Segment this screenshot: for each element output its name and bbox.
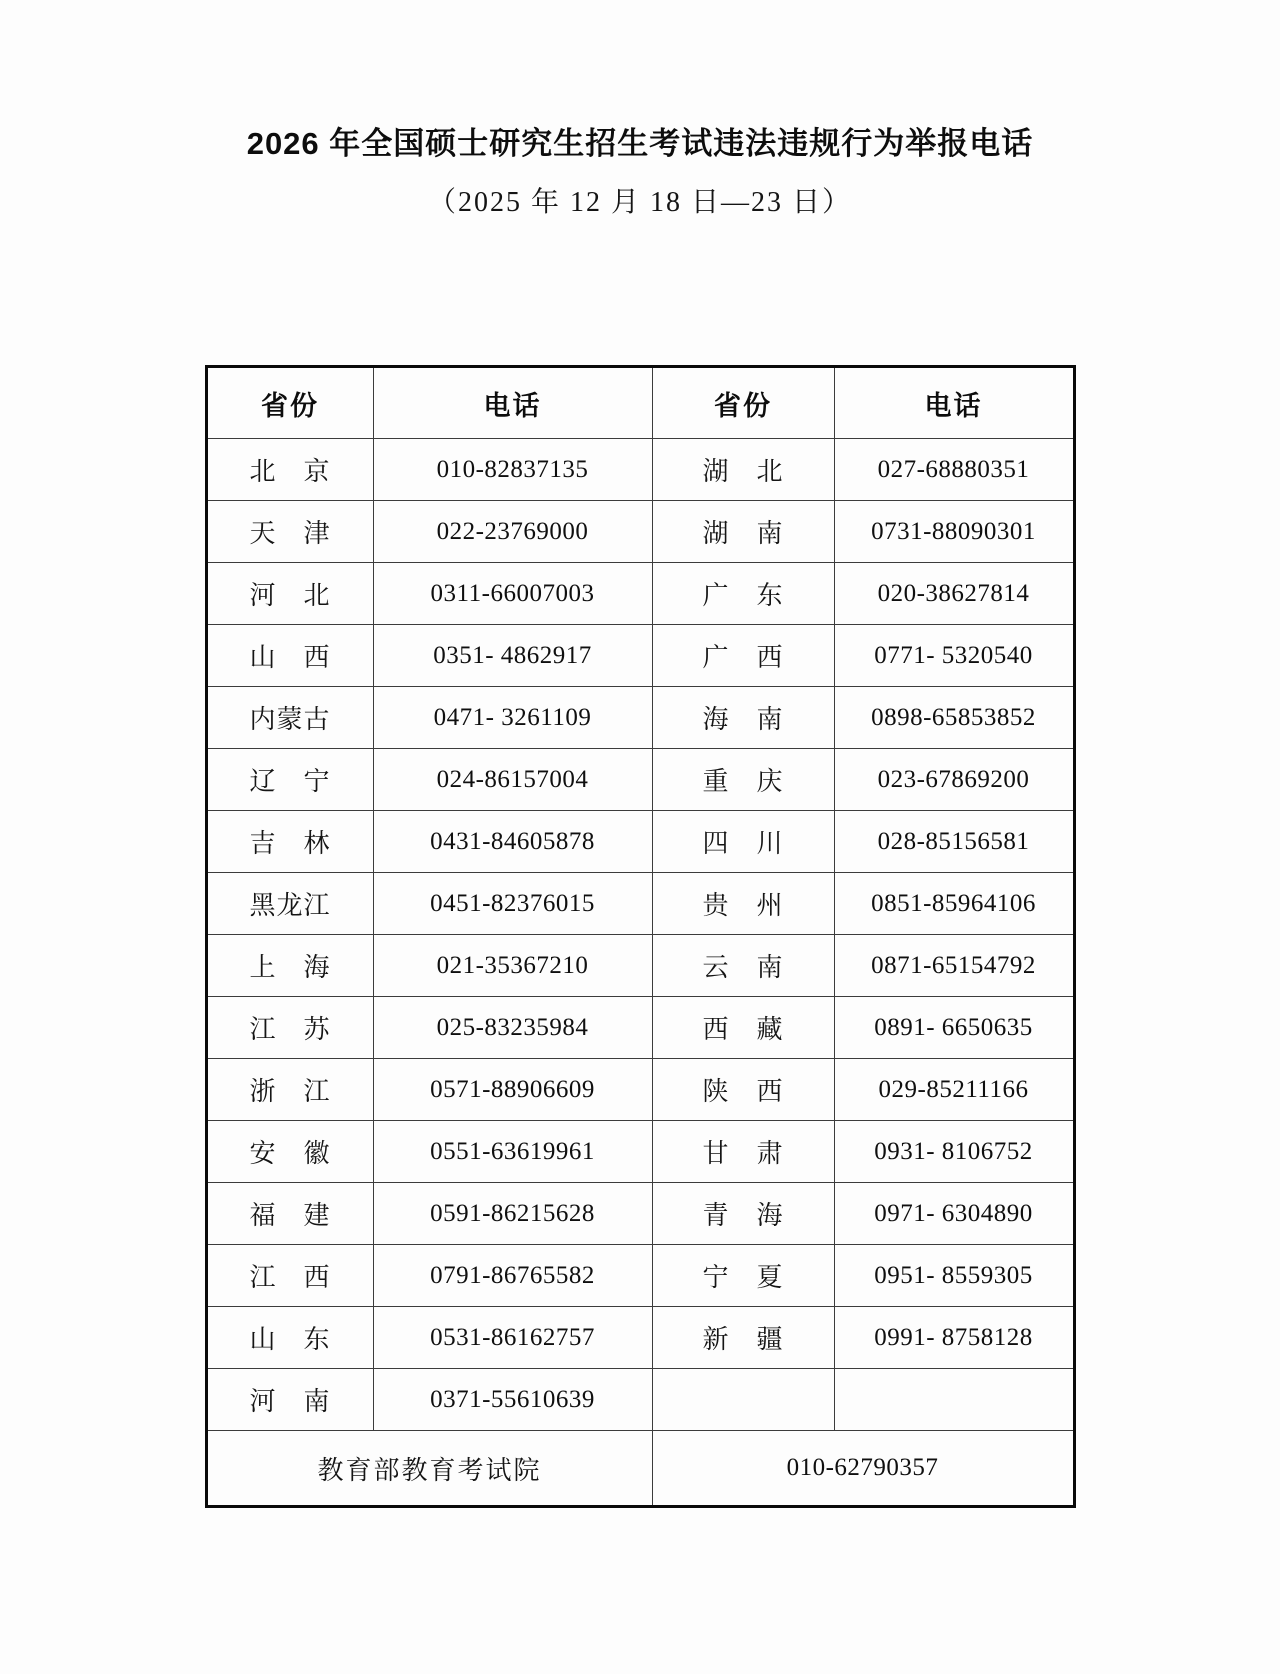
province-cell-left: 吉 林: [206, 811, 373, 873]
province-cell-left: 山 西: [206, 625, 373, 687]
province-cell-right: [652, 1369, 834, 1431]
table-row: [206, 997, 1074, 1059]
phone-cell-right: 0971- 6304890: [834, 1183, 1074, 1245]
header-row: [206, 367, 1074, 439]
phone-cell-left: 0591-86215628: [373, 1183, 652, 1245]
phone-cell-right: 029-85211166: [834, 1059, 1074, 1121]
province-cell-right: 西 藏: [652, 997, 834, 1059]
table-row: [206, 1307, 1074, 1369]
province-cell-left: 江 西: [206, 1245, 373, 1307]
province-cell-right: 广 东: [652, 563, 834, 625]
province-cell-right: 重 庆: [652, 749, 834, 811]
phone-cell-left: 0451-82376015: [373, 873, 652, 935]
phone-cell-right: 0731-88090301: [834, 501, 1074, 563]
phone-cell-right: 028-85156581: [834, 811, 1074, 873]
report-table-body: [206, 439, 1074, 1431]
phone-cell-left: 022-23769000: [373, 501, 652, 563]
table-row: [206, 1245, 1074, 1307]
table-row: [206, 439, 1074, 501]
page-subtitle: （2025 年 12 月 18 日—23 日）: [427, 187, 852, 218]
table-row: [206, 1369, 1074, 1431]
header-phone-right: 电话: [834, 367, 1074, 439]
phone-cell-left: 0311-66007003: [373, 563, 652, 625]
province-cell-left: 福 建: [206, 1183, 373, 1245]
table-footer: [206, 1431, 1074, 1507]
province-cell-left: 河 北: [206, 563, 373, 625]
province-cell-right: 湖 南: [652, 501, 834, 563]
province-cell-right: 宁 夏: [652, 1245, 834, 1307]
phone-cell-right: 023-67869200: [834, 749, 1074, 811]
province-cell-left: 黑龙江: [206, 873, 373, 935]
table-header: [206, 367, 1074, 439]
report-hotline-table: [205, 365, 1076, 1508]
header-province-left: 省份: [206, 367, 373, 439]
province-cell-left: 天 津: [206, 501, 373, 563]
phone-cell-right: 0991- 8758128: [834, 1307, 1074, 1369]
phone-cell-right: 0891- 6650635: [834, 997, 1074, 1059]
province-cell-left: 安 徽: [206, 1121, 373, 1183]
phone-cell-left: 0551-63619961: [373, 1121, 652, 1183]
phone-cell-right: 020-38627814: [834, 563, 1074, 625]
province-cell-left: 江 苏: [206, 997, 373, 1059]
province-cell-right: 新 疆: [652, 1307, 834, 1369]
phone-cell-left: 010-82837135: [373, 439, 652, 501]
phone-cell-right: 0898-65853852: [834, 687, 1074, 749]
phone-cell-right: 0851-85964106: [834, 873, 1074, 935]
page-title: 2026 年全国硕士研究生招生考试违法违规行为举报电话: [246, 126, 1034, 161]
province-cell-left: 内蒙古: [206, 687, 373, 749]
province-cell-left: 北 京: [206, 439, 373, 501]
table-row: [206, 935, 1074, 997]
phone-cell-left: 0351- 4862917: [373, 625, 652, 687]
phone-cell-right: 0951- 8559305: [834, 1245, 1074, 1307]
header-province-right: 省份: [652, 367, 834, 439]
province-cell-left: 浙 江: [206, 1059, 373, 1121]
table-row: [206, 687, 1074, 749]
province-cell-right: 湖 北: [652, 439, 834, 501]
province-cell-left: 上 海: [206, 935, 373, 997]
footer-org-cell: 教育部教育考试院: [206, 1431, 652, 1507]
phone-cell-right: 027-68880351: [834, 439, 1074, 501]
phone-cell-right: 0931- 8106752: [834, 1121, 1074, 1183]
province-cell-right: 广 西: [652, 625, 834, 687]
phone-cell-left: 021-35367210: [373, 935, 652, 997]
province-cell-left: 山 东: [206, 1307, 373, 1369]
province-cell-right: 陕 西: [652, 1059, 834, 1121]
header-phone-left: 电话: [373, 367, 652, 439]
phone-cell-left: 0791-86765582: [373, 1245, 652, 1307]
table-row: [206, 873, 1074, 935]
table-row: [206, 1183, 1074, 1245]
table-row: [206, 625, 1074, 687]
table-row: [206, 1059, 1074, 1121]
phone-cell-left: 024-86157004: [373, 749, 652, 811]
province-cell-left: 辽 宁: [206, 749, 373, 811]
phone-cell-left: 0531-86162757: [373, 1307, 652, 1369]
table-row: [206, 811, 1074, 873]
footer-row: [206, 1431, 1074, 1507]
province-cell-right: 贵 州: [652, 873, 834, 935]
table-row: [206, 563, 1074, 625]
phone-cell-left: 025-83235984: [373, 997, 652, 1059]
footer-phone-cell: 010-62790357: [652, 1431, 1074, 1507]
province-cell-right: 甘 肃: [652, 1121, 834, 1183]
phone-cell-right: 0771- 5320540: [834, 625, 1074, 687]
table-row: [206, 1121, 1074, 1183]
phone-cell-right: 0871-65154792: [834, 935, 1074, 997]
table-row: [206, 501, 1074, 563]
phone-cell-right: [834, 1369, 1074, 1431]
table-row: [206, 749, 1074, 811]
province-cell-right: 四 川: [652, 811, 834, 873]
phone-cell-left: 0471- 3261109: [373, 687, 652, 749]
phone-cell-left: 0371-55610639: [373, 1369, 652, 1431]
province-cell-right: 云 南: [652, 935, 834, 997]
province-cell-left: 河 南: [206, 1369, 373, 1431]
phone-cell-left: 0431-84605878: [373, 811, 652, 873]
phone-cell-left: 0571-88906609: [373, 1059, 652, 1121]
province-cell-right: 海 南: [652, 687, 834, 749]
province-cell-right: 青 海: [652, 1183, 834, 1245]
